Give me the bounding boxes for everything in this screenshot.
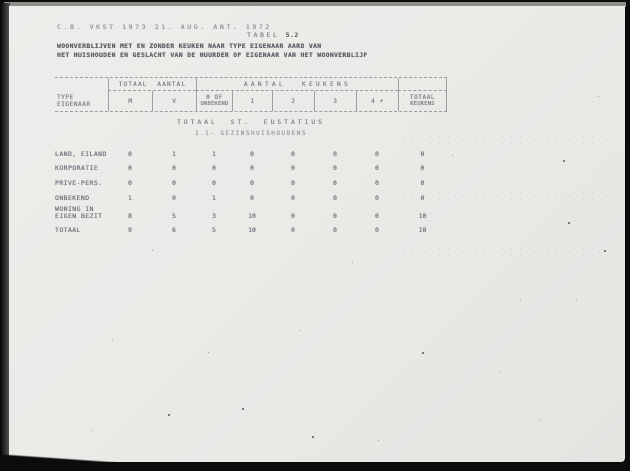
tabel-label: TABEL <box>247 31 280 39</box>
group-spacer <box>55 78 108 91</box>
row-header-line1: TYPE <box>57 94 74 101</box>
table-title-line1: WOONVERBLIJVEN MET EN ZONDER KEUKEN NAAR TYPE EIGENAAR AARD VAN <box>57 42 322 50</box>
table-body <box>55 146 447 234</box>
table-row-onbekend: ONBEKEND 1 0 1 0 0 0 0 0 <box>55 194 425 202</box>
table-row-prive-pers: PRIVE-PERS. 0 0 0 0 0 0 0 0 <box>55 179 425 187</box>
column-group-row <box>55 78 447 91</box>
col-header-totaal-keukens: TOTAAL KEUKENS <box>398 91 447 111</box>
col-header-0-of-onbekend: 0 OF ONBEKEND <box>196 91 232 111</box>
col-group-aantal-keukens: AANTAL KEUKENS <box>196 78 398 91</box>
table-number-line <box>247 31 299 39</box>
group-spacer-right <box>398 78 447 91</box>
col-header-m: M <box>108 91 152 111</box>
row-header-line2: EIGENAAR <box>57 101 91 108</box>
col-header-4-plus: 4 + <box>356 91 398 111</box>
table-title-line2: HET HUISHOUDEN EN GESLACHT VAN DE HUURDER OF EIGENAAR VAN HET WOONVERBLIJF <box>57 51 368 59</box>
scanned-page <box>9 6 625 462</box>
data-table-header <box>55 77 447 112</box>
col-header-3: 3 <box>314 91 356 111</box>
report-code: C.B. VKST 1973 21. AUG. ANT. 1972 <box>57 23 272 31</box>
col-header-v: V <box>152 91 196 111</box>
col-group-totaal-aantal: TOTAAL AANTAL <box>108 78 196 91</box>
scanner-bottom-left-shadow <box>2 454 132 463</box>
section-heading-totaal: TOTAAL ST. EUSTATIUS <box>177 119 325 126</box>
column-header-row <box>55 91 447 111</box>
table-row-totaal: TOTAAL 9 6 5 10 0 0 0 10 <box>55 226 427 234</box>
table-row-korporatie: KORPORATIE 0 0 0 0 0 0 0 0 <box>55 164 425 172</box>
section-heading-gezinshuishoudens: 1.1- GEZINSHUISHOUDENS <box>195 131 307 137</box>
table-row-land-eiland: LAND, EILAND 0 1 1 0 0 0 0 0 <box>55 150 425 158</box>
col-header-2: 2 <box>272 91 314 111</box>
tabel-number: 5.2 <box>285 31 299 39</box>
table-row-woning-in-eigen-bezit: WONING IN EIGEN BEZIT 8 5 3 10 0 0 0 10 <box>55 205 427 220</box>
col-header-1: 1 <box>232 91 272 111</box>
row-header-type-eigenaar <box>55 91 108 111</box>
